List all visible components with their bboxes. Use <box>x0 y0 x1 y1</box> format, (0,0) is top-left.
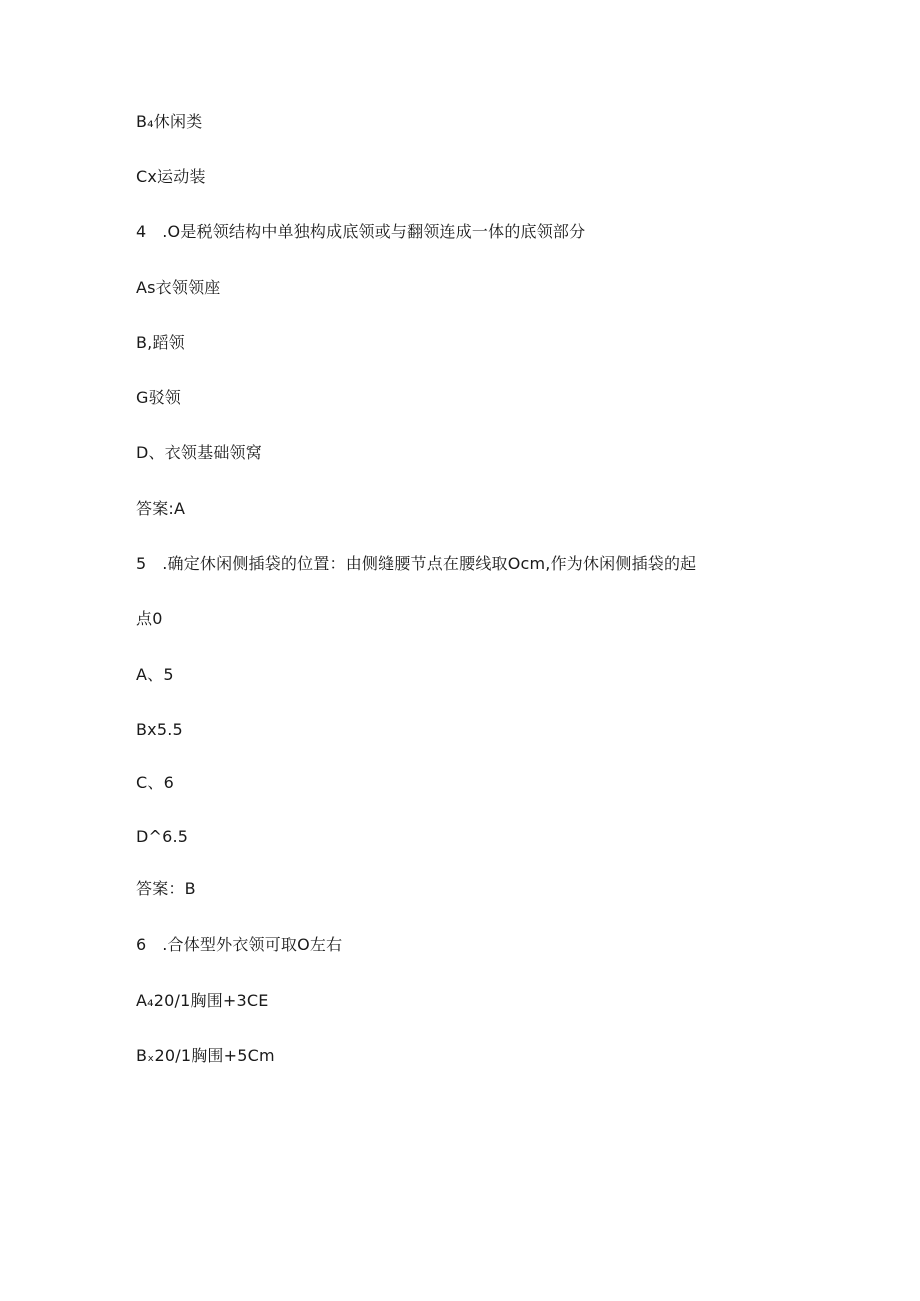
option-b-q6: Bₓ20/1胸围+5Cm <box>136 1046 275 1065</box>
option-a-q6: A₄20/1胸围+3CE <box>136 991 269 1010</box>
question-5-continued: 点0 <box>136 609 163 628</box>
option-c-q3: Cx运动装 <box>136 167 206 186</box>
answer-q4: 答案:A <box>136 499 186 518</box>
question-5: 5 .确定休闲侧插袋的位置：由侧缝腰节点在腰线取Ocm,作为休闲侧插袋的起 <box>136 554 697 573</box>
option-b-q4: B,蹈领 <box>136 333 185 352</box>
question-4: 4 .O是税领结构中单独构成底领或与翻领连成一体的底领部分 <box>136 222 586 241</box>
option-a-q4: As衣领领座 <box>136 278 221 297</box>
option-b-q5: Bx5.5 <box>136 720 183 739</box>
option-c-q4: G驳领 <box>136 388 181 407</box>
option-a-q5: A、5 <box>136 665 174 684</box>
option-d-q4: D、衣领基础领窝 <box>136 443 262 462</box>
option-b-q3: B₄休闲类 <box>136 112 203 131</box>
question-6: 6 .合体型外衣领可取O左右 <box>136 935 343 954</box>
answer-q5: 答案：B <box>136 879 196 898</box>
option-d-q5: D^6.5 <box>136 827 189 846</box>
option-c-q5: C、6 <box>136 773 174 792</box>
